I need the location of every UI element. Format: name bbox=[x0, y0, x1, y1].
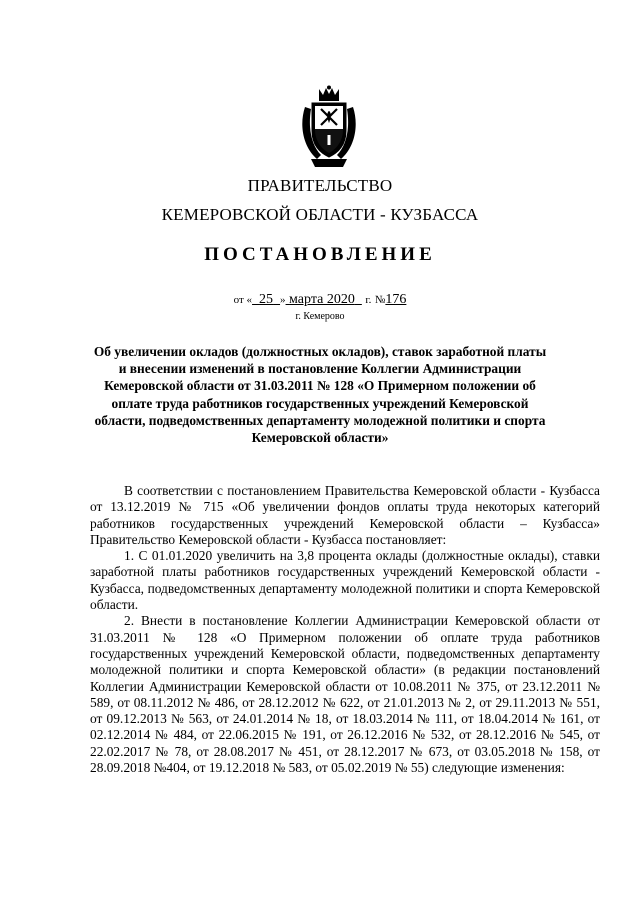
document-body bbox=[90, 483, 600, 776]
number-prefix: № bbox=[374, 294, 386, 306]
date-day: 25 bbox=[259, 292, 274, 307]
body-paragraph-item2: 2. Внести в постановление Коллегии Администрации Кемеровской области от 31.03.2011 № 128 «О Примерном положении об оплате труда работников государственных учреждений Кемеровской области, подведомственных департаменту молодежной политики и спорта Кемеровской области» (в редакции постановлений Коллегии Администрации Кемеровской области от 10.08.2011 № 375, от 23.12.2011 № 589, от 08.11.2012 № 486, от 28.12.2012 № 622, от 21.01.2013 № 2, от 29.11.2013 № 551, от 09.12.2013 № 563, от 24.01.2014 № 18, от 18.03.2014 № 111, от 18.04.2014 № 161, от 02.12.2014 № 484, от 22.06.2015 № 191, от 26.12.2016 № 532, от 28.12.2016 № 545, от 22.02.2017 № 78, от 28.08.2017 № 451, от 28.12.2017 № 673, от 03.05.2018 № 158, от 28.09.2018 №404, от 19.12.2018 № 583, от 05.02.2019 № 55) следующие изменения: bbox=[90, 613, 600, 776]
document-type: ПОСТАНОВЛЕНИЕ bbox=[204, 244, 436, 265]
body-paragraph-item1: 1. С 01.01.2020 увеличить на 3,8 процента оклады (должностные оклады), ставки заработной платы работников государственных учреждений Кемеровской области - Кузбасса, подведомственных департаменту молодежной политики и спорта Кемеровской области. bbox=[90, 548, 600, 613]
date-mid: » bbox=[280, 294, 286, 306]
government-name-line1: ПРАВИТЕЛЬСТВО bbox=[247, 176, 393, 195]
document-city: г. Кемерово bbox=[295, 311, 345, 322]
coat-of-arms-icon bbox=[297, 85, 361, 169]
document-number: 176 bbox=[385, 292, 407, 307]
body-paragraph-preamble: В соответствии с постановлением Правительства Кемеровской области - Кузбасса от 13.12.2019 № 715 «Об увеличении фондов оплаты труда некоторых категорий работников государственных учреждений Кемеровской области – Кузбасса» Правительство Кемеровской области - Кузбасса постановляет: bbox=[90, 483, 600, 547]
date-prefix: от « bbox=[233, 294, 253, 306]
date-year-suffix: г. bbox=[365, 294, 372, 306]
document-title: Об увеличении окладов (должностных окладов), ставок заработной платы и внесении изменений в постановление Коллегии Администрации Кемеровской области от 31.03.2011 № 128 «О Примерном положении об оплате труда работников государственных учреждений Кемеровской области, подведомственных департаменту молодежной политики и спорта Кемеровской области» bbox=[93, 344, 547, 446]
government-name-line2: КЕМЕРОВСКОЙ ОБЛАСТИ - КУЗБАССА bbox=[161, 205, 479, 224]
document-date-line bbox=[0, 292, 640, 308]
date-month-year: марта 2020 bbox=[289, 292, 355, 307]
